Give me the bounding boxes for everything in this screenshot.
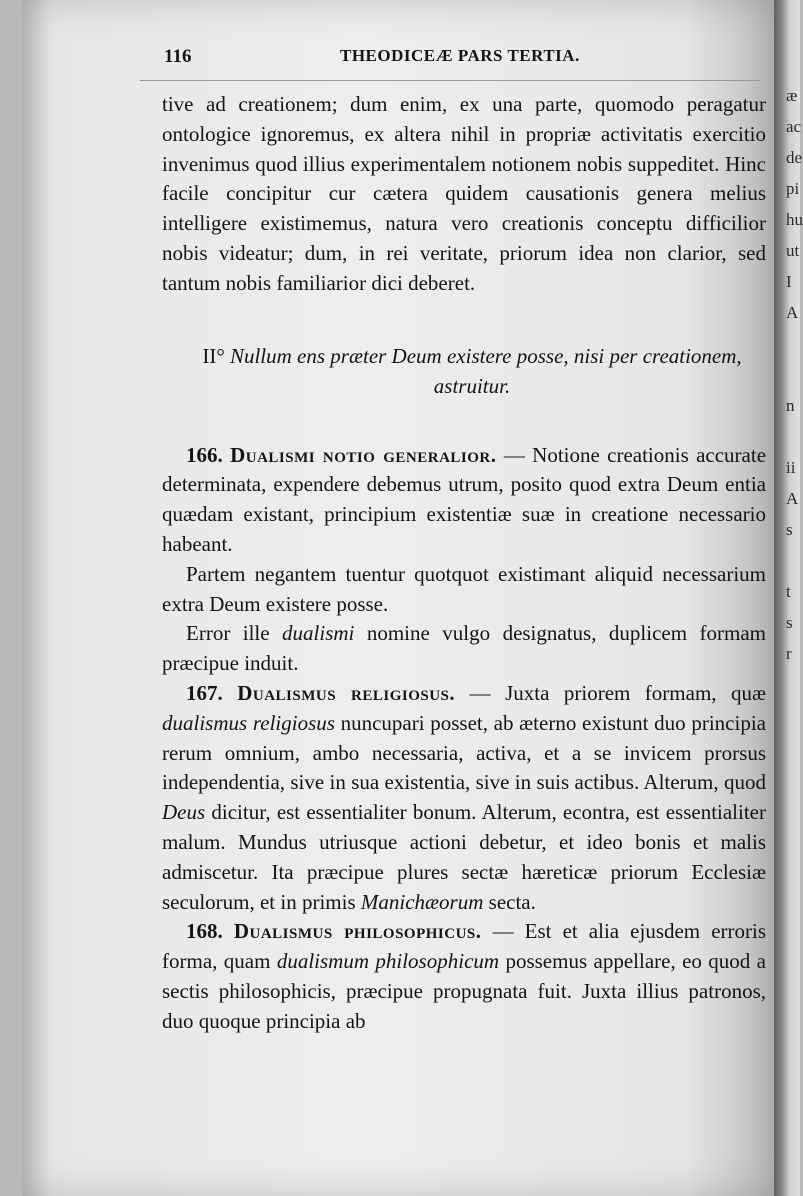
text-run: Partem negantem tuentur quotquot existimant aliquid necessarium extra Deum existere posse.	[162, 561, 766, 616]
facing-page-glyph: n	[786, 396, 795, 415]
text-run: — Juxta priorem formam, quæ	[455, 680, 767, 705]
facing-page-glyph	[786, 1134, 800, 1165]
facing-page-glyph	[786, 328, 800, 359]
facing-page-glyph: ut	[786, 241, 800, 260]
article-title: Dualismus philosophicus.	[233, 919, 482, 944]
italic-term: dualismus religiosus	[162, 710, 335, 735]
facing-page-glyph	[786, 1103, 800, 1134]
facing-page-glyph	[786, 731, 800, 762]
facing-page-glyph: s	[786, 613, 793, 632]
facing-page-glyph: hu	[786, 210, 803, 229]
facing-page-edge	[786, 80, 803, 1165]
facing-page-glyph	[786, 979, 800, 1010]
facing-page-glyph	[786, 948, 800, 979]
facing-page-glyph	[786, 917, 800, 948]
section-heading-text: Nullum ens præter Deum existere posse, nisi per creationem, astruitur.	[229, 343, 742, 398]
facing-page-glyph	[786, 855, 800, 886]
facing-page-glyph: r	[786, 644, 792, 663]
facing-page-glyph	[786, 545, 800, 576]
article-166-paragraph-3	[162, 619, 766, 679]
italic-term: Deus	[162, 800, 206, 825]
article-title: Dualismi notio generalior.	[230, 442, 497, 467]
page-body	[162, 90, 766, 1037]
text-run: possemus appellare, eo quod a sectis philosophicis, præcipue propugnata fuit. Juxta illius patronos, duo quoque principia ab	[162, 949, 767, 1033]
facing-page-glyph: t	[786, 582, 791, 601]
facing-page-glyph	[786, 669, 800, 700]
article-166	[162, 441, 766, 560]
text-run: nomine vulgo designatus, duplicem formam præcipue induit.	[162, 621, 766, 676]
article-166-paragraph-2	[162, 560, 766, 620]
facing-page-glyph	[786, 1072, 800, 1103]
running-title: THEODICEÆ PARS TERTIA.	[340, 46, 580, 65]
text-run: dicitur, est essentialiter bonum. Alterum, econtra, est essentialiter malum. Mundus utriusque actioni debetur, et ideo bonis et malis admiscetur. Ita præcipue plures sectæ hæreticæ priorum Ecclesiæ seculorum, et in primis	[162, 800, 766, 914]
facing-page-glyph	[786, 793, 800, 824]
italic-term: dualismum philosophicum	[276, 949, 500, 974]
text-run: Error ille	[186, 621, 283, 646]
facing-page-glyph: pi	[786, 179, 800, 198]
text-run: nuncupari posset, ab æterno existunt duo principia rerum omnium, ambo necessaria, activa, et a se invicem prorsus independentia, sive in sua existentia, sive in suis actibus. Alterum, quod	[162, 710, 766, 795]
article-168	[162, 917, 766, 1036]
article-number: 166.	[186, 442, 231, 467]
facing-page-glyph: ii	[786, 458, 796, 477]
facing-page-glyph: A	[786, 303, 799, 322]
facing-page-glyph	[786, 1010, 800, 1041]
facing-page-glyph: A	[786, 489, 799, 508]
facing-page-glyph: s	[786, 520, 793, 539]
facing-page-glyph: æ	[786, 86, 798, 105]
article-number: 168.	[186, 919, 234, 944]
section-heading	[162, 341, 766, 401]
facing-page-glyph: ac	[786, 117, 802, 136]
header-rule	[140, 80, 760, 81]
facing-page-glyph	[786, 421, 800, 452]
facing-page-glyph	[786, 700, 800, 731]
facing-page-glyph	[786, 762, 800, 793]
text-run: secta.	[483, 889, 536, 914]
running-head	[140, 44, 760, 74]
facing-page-glyph: de	[786, 148, 803, 167]
page-number: 116	[164, 46, 192, 67]
article-167	[162, 679, 766, 917]
facing-page-glyph: I	[786, 272, 792, 291]
text-run: — Notione creationis accurate determinata, expendere debemus utrum, posito quod extra Deum entia quædam existant, principium existentiæ suæ in creatione necessario habeant.	[162, 442, 767, 556]
paragraph-continuation	[162, 90, 766, 299]
facing-page-glyph	[786, 1041, 800, 1072]
section-heading-number: II°	[202, 343, 225, 368]
italic-term: dualismi	[282, 621, 355, 646]
facing-page-glyph	[786, 359, 800, 390]
text-run: — Est et alia ejusdem erroris forma, quam	[162, 919, 767, 974]
text-run: tive ad creationem; dum enim, ex una parte, quomodo peragatur ontologice ignoremus, ex altera nihil in propriæ activitatis exercitio invenimus quod illius experimentalem notionem nobis suppeditet. Hinc facile concipitur cur cætera quidem causationis genera melius intelligere existimemus, natura vero creationis conceptu difficilior nobis videatur; dum, in rei veritate, priorum idea non clarior, sed tantum nobis familiarior dici deberet.	[162, 92, 766, 295]
italic-term: Manichæorum	[360, 889, 484, 914]
article-number: 167.	[186, 680, 238, 705]
facing-page-glyph	[786, 886, 800, 917]
article-title: Dualismus religiosus.	[237, 680, 456, 705]
facing-page-glyph	[786, 824, 800, 855]
